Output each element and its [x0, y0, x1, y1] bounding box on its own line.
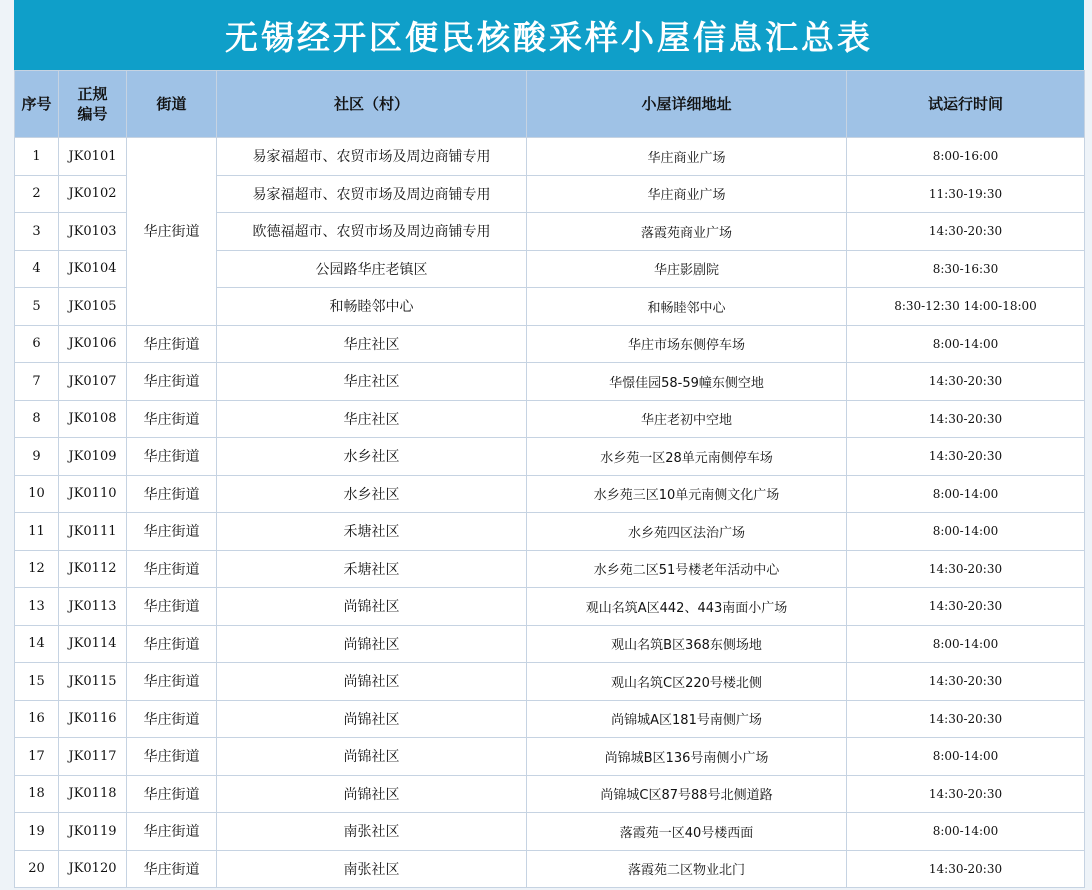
row-street: 华庄街道 — [127, 663, 217, 701]
row-index: 6 — [15, 325, 59, 363]
row-code: JK0113 — [59, 588, 127, 626]
row-trial-time: 14:30-20:30 — [847, 438, 1085, 476]
row-trial-time: 14:30-20:30 — [847, 363, 1085, 401]
row-address: 尚锦城B区136号南侧小广场 — [527, 738, 847, 776]
row-trial-time: 14:30-20:30 — [847, 700, 1085, 738]
row-address: 落霞苑一区40号楼西面 — [527, 813, 847, 851]
row-address: 华庄老初中空地 — [527, 400, 847, 438]
row-street: 华庄街道 — [127, 700, 217, 738]
row-community: 尚锦社区 — [217, 663, 527, 701]
row-address: 华庄市场东侧停车场 — [527, 325, 847, 363]
row-street: 华庄街道 — [127, 850, 217, 888]
table-row — [15, 325, 1085, 363]
row-index: 19 — [15, 813, 59, 851]
header-code-line1: 正规 — [77, 85, 108, 103]
row-code: JK0114 — [59, 625, 127, 663]
table-body — [15, 138, 1085, 888]
table-row — [15, 438, 1085, 476]
row-community: 和畅睦邻中心 — [217, 288, 527, 326]
row-street: 华庄街道 — [127, 475, 217, 513]
row-index: 10 — [15, 475, 59, 513]
header-code — [59, 71, 127, 138]
row-community: 南张社区 — [217, 813, 527, 851]
row-trial-time: 14:30-20:30 — [847, 775, 1085, 813]
row-address: 华庄商业广场 — [527, 138, 847, 176]
row-index: 12 — [15, 550, 59, 588]
row-code: JK0108 — [59, 400, 127, 438]
table-row — [15, 363, 1085, 401]
row-code: JK0117 — [59, 738, 127, 776]
row-code: JK0109 — [59, 438, 127, 476]
row-index: 13 — [15, 588, 59, 626]
row-code: JK0110 — [59, 475, 127, 513]
row-code: JK0106 — [59, 325, 127, 363]
row-address: 观山名筑B区368东侧场地 — [527, 625, 847, 663]
table-header-row — [15, 71, 1085, 138]
header-trial-time: 试运行时间 — [847, 71, 1085, 138]
table-row — [15, 738, 1085, 776]
row-trial-time: 11:30-19:30 — [847, 175, 1085, 213]
row-trial-time: 8:00-14:00 — [847, 813, 1085, 851]
row-index: 4 — [15, 250, 59, 288]
row-street-merged: 华庄街道 — [127, 138, 217, 326]
row-community: 尚锦社区 — [217, 625, 527, 663]
row-address: 尚锦城A区181号南侧广场 — [527, 700, 847, 738]
row-address: 水乡苑四区法治广场 — [527, 513, 847, 551]
row-trial-time: 8:00-14:00 — [847, 513, 1085, 551]
row-code: JK0107 — [59, 363, 127, 401]
row-index: 8 — [15, 400, 59, 438]
row-code: JK0103 — [59, 213, 127, 251]
row-index: 14 — [15, 625, 59, 663]
row-index: 3 — [15, 213, 59, 251]
row-index: 16 — [15, 700, 59, 738]
table-row — [15, 138, 1085, 176]
row-code: JK0111 — [59, 513, 127, 551]
row-street: 华庄街道 — [127, 775, 217, 813]
header-street: 街道 — [127, 71, 217, 138]
row-index: 17 — [15, 738, 59, 776]
row-index: 2 — [15, 175, 59, 213]
row-street: 华庄街道 — [127, 363, 217, 401]
row-code: JK0119 — [59, 813, 127, 851]
row-street: 华庄街道 — [127, 513, 217, 551]
table-row — [15, 588, 1085, 626]
row-street: 华庄街道 — [127, 400, 217, 438]
row-address: 华憬佳园58-59幢东侧空地 — [527, 363, 847, 401]
table-row — [15, 700, 1085, 738]
row-trial-time: 14:30-20:30 — [847, 213, 1085, 251]
table-row — [15, 625, 1085, 663]
row-address: 落霞苑二区物业北门 — [527, 850, 847, 888]
row-community: 公园路华庄老镇区 — [217, 250, 527, 288]
row-trial-time: 14:30-20:30 — [847, 588, 1085, 626]
row-address: 观山名筑A区442、443南面小广场 — [527, 588, 847, 626]
row-address: 落霞苑商业广场 — [527, 213, 847, 251]
row-community: 南张社区 — [217, 850, 527, 888]
row-address: 华庄商业广场 — [527, 175, 847, 213]
row-street: 华庄街道 — [127, 325, 217, 363]
header-community: 社区（村） — [217, 71, 527, 138]
row-community: 尚锦社区 — [217, 738, 527, 776]
row-address: 水乡苑三区10单元南侧文化广场 — [527, 475, 847, 513]
row-code: JK0102 — [59, 175, 127, 213]
row-trial-time: 8:30-12:30 14:00-18:00 — [847, 288, 1085, 326]
table-row — [15, 813, 1085, 851]
row-trial-time: 14:30-20:30 — [847, 400, 1085, 438]
row-index: 9 — [15, 438, 59, 476]
row-community: 禾塘社区 — [217, 550, 527, 588]
row-address: 尚锦城C区87号88号北侧道路 — [527, 775, 847, 813]
row-community: 华庄社区 — [217, 400, 527, 438]
row-address: 和畅睦邻中心 — [527, 288, 847, 326]
table-row — [15, 775, 1085, 813]
row-street: 华庄街道 — [127, 438, 217, 476]
row-code: JK0105 — [59, 288, 127, 326]
row-code: JK0101 — [59, 138, 127, 176]
row-address: 水乡苑二区51号楼老年活动中心 — [527, 550, 847, 588]
row-community: 尚锦社区 — [217, 700, 527, 738]
row-community: 华庄社区 — [217, 325, 527, 363]
row-community: 欧德福超市、农贸市场及周边商铺专用 — [217, 213, 527, 251]
row-community: 尚锦社区 — [217, 775, 527, 813]
row-trial-time: 8:00-16:00 — [847, 138, 1085, 176]
row-community: 华庄社区 — [217, 363, 527, 401]
row-index: 20 — [15, 850, 59, 888]
sampling-booth-table — [14, 70, 1085, 888]
row-street: 华庄街道 — [127, 588, 217, 626]
row-street: 华庄街道 — [127, 813, 217, 851]
row-trial-time: 8:00-14:00 — [847, 625, 1085, 663]
row-index: 15 — [15, 663, 59, 701]
page-title: 无锡经开区便民核酸采样小屋信息汇总表 — [225, 17, 873, 57]
row-trial-time: 8:00-14:00 — [847, 738, 1085, 776]
row-trial-time: 14:30-20:30 — [847, 850, 1085, 888]
row-code: JK0112 — [59, 550, 127, 588]
table-row — [15, 550, 1085, 588]
table-row — [15, 663, 1085, 701]
row-community: 尚锦社区 — [217, 588, 527, 626]
row-street: 华庄街道 — [127, 625, 217, 663]
row-community: 易家福超市、农贸市场及周边商铺专用 — [217, 175, 527, 213]
row-code: JK0104 — [59, 250, 127, 288]
row-address: 水乡苑一区28单元南侧停车场 — [527, 438, 847, 476]
row-community: 禾塘社区 — [217, 513, 527, 551]
row-address: 观山名筑C区220号楼北侧 — [527, 663, 847, 701]
row-index: 1 — [15, 138, 59, 176]
row-street: 华庄街道 — [127, 550, 217, 588]
header-code-line2: 编号 — [77, 105, 108, 123]
header-index: 序号 — [15, 71, 59, 138]
header-address: 小屋详细地址 — [527, 71, 847, 138]
table-row — [15, 850, 1085, 888]
table-row — [15, 513, 1085, 551]
row-street: 华庄街道 — [127, 738, 217, 776]
row-code: JK0118 — [59, 775, 127, 813]
row-index: 11 — [15, 513, 59, 551]
row-community: 易家福超市、农贸市场及周边商铺专用 — [217, 138, 527, 176]
row-trial-time: 8:30-16:30 — [847, 250, 1085, 288]
row-address: 华庄影剧院 — [527, 250, 847, 288]
table-row — [15, 475, 1085, 513]
row-trial-time: 8:00-14:00 — [847, 325, 1085, 363]
row-community: 水乡社区 — [217, 438, 527, 476]
title-banner — [14, 0, 1084, 70]
row-code: JK0120 — [59, 850, 127, 888]
row-trial-time: 14:30-20:30 — [847, 663, 1085, 701]
table-row — [15, 400, 1085, 438]
row-code: JK0115 — [59, 663, 127, 701]
row-trial-time: 14:30-20:30 — [847, 550, 1085, 588]
row-trial-time: 8:00-14:00 — [847, 475, 1085, 513]
row-community: 水乡社区 — [217, 475, 527, 513]
row-index: 18 — [15, 775, 59, 813]
row-index: 5 — [15, 288, 59, 326]
row-code: JK0116 — [59, 700, 127, 738]
row-index: 7 — [15, 363, 59, 401]
